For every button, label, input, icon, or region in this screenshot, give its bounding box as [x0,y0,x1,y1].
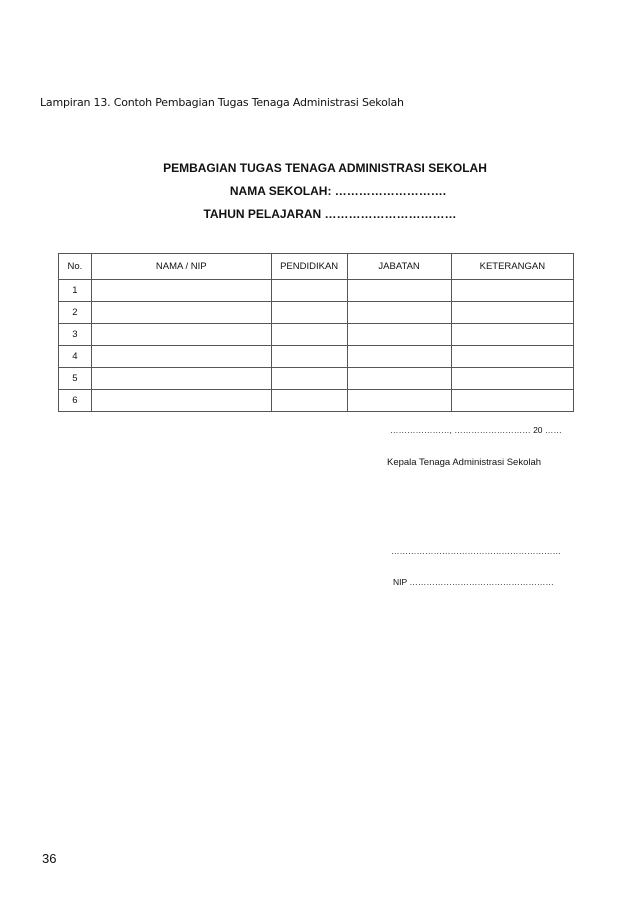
signature-nip-line: NIP …………………………………………… [393,577,554,587]
cell-keterangan [451,390,573,412]
cell-keterangan [451,302,573,324]
cell-pendidikan [271,324,347,346]
cell-pendidikan [271,302,347,324]
cell-jabatan [347,390,451,412]
cell-keterangan [451,280,573,302]
header-keterangan: KETERANGAN [451,254,573,280]
signature-name-line: …………………………………………………… [391,546,561,556]
row-number: 2 [59,302,92,324]
header-nama-nip: NAMA / NIP [91,254,271,280]
table-row [59,346,574,368]
header-no: No. [59,254,92,280]
row-number: 3 [59,324,92,346]
cell-keterangan [451,368,573,390]
cell-nama-nip [91,346,271,368]
row-number: 4 [59,346,92,368]
task-assignment-table [58,253,574,412]
page-number: 36 [42,851,57,866]
cell-pendidikan [271,346,347,368]
header-pendidikan: PENDIDIKAN [271,254,347,280]
signature-date-line: …………………, ……………………… 20 …… [390,425,562,435]
cell-nama-nip [91,390,271,412]
title-line-school-year: TAHUN PELAJARAN …………………………… [203,207,457,221]
table-header-row [59,254,574,280]
table-row [59,280,574,302]
document-title [0,159,638,228]
row-number: 6 [59,390,92,412]
table-row [59,390,574,412]
cell-jabatan [347,346,451,368]
table-row [59,302,574,324]
cell-keterangan [451,324,573,346]
row-number: 1 [59,280,92,302]
signature-role: Kepala Tenaga Administrasi Sekolah [387,457,542,468]
cell-pendidikan [271,368,347,390]
cell-jabatan [347,280,451,302]
cell-jabatan [347,368,451,390]
cell-jabatan [347,302,451,324]
cell-pendidikan [271,390,347,412]
cell-keterangan [451,346,573,368]
title-line-main: PEMBAGIAN TUGAS TENAGA ADMINISTRASI SEKOLAH [163,161,487,175]
cell-nama-nip [91,324,271,346]
cell-nama-nip [91,280,271,302]
row-number: 5 [59,368,92,390]
cell-nama-nip [91,302,271,324]
cell-nama-nip [91,368,271,390]
table-row [59,368,574,390]
cell-jabatan [347,324,451,346]
header-jabatan: JABATAN [347,254,451,280]
table-row [59,324,574,346]
title-line-school-name: NAMA SEKOLAH: ………………………. [229,184,447,198]
appendix-caption: Lampiran 13. Contoh Pembagian Tugas Tenaga Administrasi Sekolah [40,96,404,109]
cell-pendidikan [271,280,347,302]
